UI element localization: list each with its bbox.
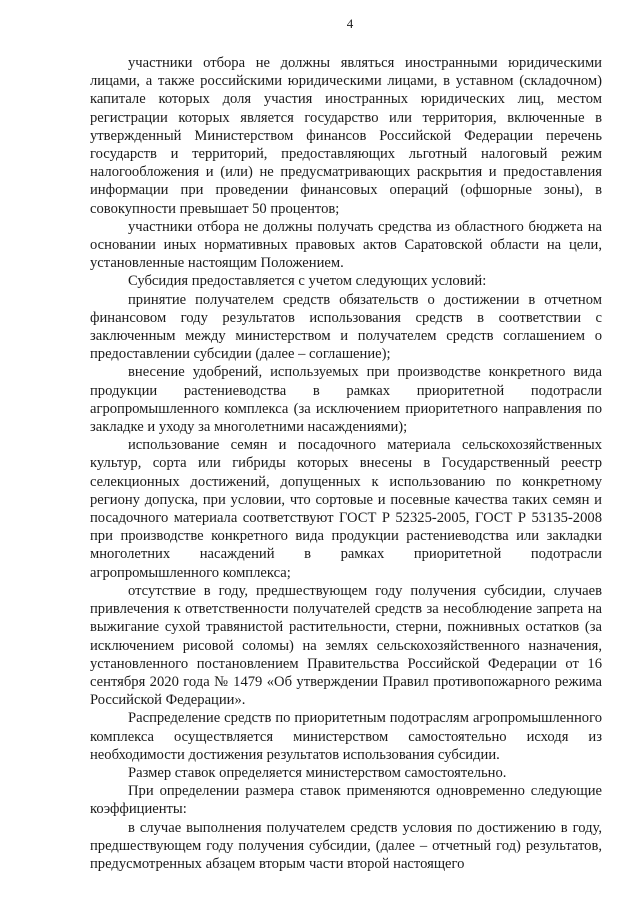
paragraph-rates: Размер ставок определяется министерством самостоятельно. xyxy=(128,764,507,781)
paragraph-fire-ban: отсутствие в году, предшествующем году получения субсидии, случаев привлечения к ответственности получателей средств за несоблюдение запрета на выжигание сухой травянистой растительности, стерни, пожнивных остатков (за исключением рисовой соломы) на землях сельскохозяйственного назначения, установленного постановлением Правительства Российской Федерации от 16 сентября 2020 года № 1479 «Об утверждении Правил противопожарного режима Российской Федерации». xyxy=(90,582,602,709)
paragraph-regional-budget: участники отбора не должны получать средства из областного бюджета на основании иных нормативных правовых актов Саратовской области на цели, установленные настоящим Положением. xyxy=(90,218,602,272)
paragraph-foreign-entities: участники отбора не должны являться иностранными юридическими лицами, а также российскими юридическими лицами, в уставном (складочном) капитале которых доля участия иностранных юридических лиц, местом регистрации которых является государство или территория, включенные в утвержденный Министерством финансов Российской Федерации перечень государств и территорий, предоставляющих льготный налоговый режим налогообложения и (или) не предусматривающих раскрытия и предоставления информации при проведении финансовых операций (офшорные зоны), в совокупности превышает 50 процентов; xyxy=(90,55,602,217)
paragraph-results-condition: в случае выполнения получателем средств условия по достижению в году, предшествующем году получения субсидии, (далее – отчетный год) результатов, предусмотренных абзацем вторым части второй настоящего xyxy=(90,819,602,872)
paragraph-coefficients-intro: При определении размера ставок применяются одновременно следующие коэффициенты: xyxy=(90,783,602,818)
paragraph-obligations: принятие получателем средств обязательств о достижении в отчетном финансовом году результатов использования средств в соответствии с заключенным между министерством и получателем средств соглашением о предоставлении субсидии (далее – соглашение); xyxy=(90,291,602,363)
paragraph-distribution: Распределение средств по приоритетным подотраслям агропромышленного комплекса осуществляется министерством самостоятельно исходя из необходимости достижения результатов использования субсидии. xyxy=(90,710,602,763)
paragraph-fertilizers: внесение удобрений, используемых при производстве конкретного вида продукции растениеводства в рамках приоритетной подотрасли агропромышленного комплекса (за исключением приоритетного направления по закладке и уходу за многолетними насаждениями); xyxy=(90,364,602,436)
paragraph-seeds: использование семян и посадочного материала сельскохозяйственных культур, сорта или гибриды которых внесены в Государственный реестр селекционных достижений, допущенных к использованию по конкретному региону допуска, при условии, что сортовые и посевные качества таких семян и посадочного материала соответствуют ГОСТ Р 52325-2005, ГОСТ Р 53135-2008 при производстве конкретного вида продукции растениеводства или закладки многолетних насаждений в рамках приоритетной подотрасли агропромышленного комплекса; xyxy=(90,437,602,581)
page-number: 4 xyxy=(346,16,354,31)
paragraph-conditions-intro: Субсидия предоставляется с учетом следующих условий: xyxy=(128,273,487,290)
